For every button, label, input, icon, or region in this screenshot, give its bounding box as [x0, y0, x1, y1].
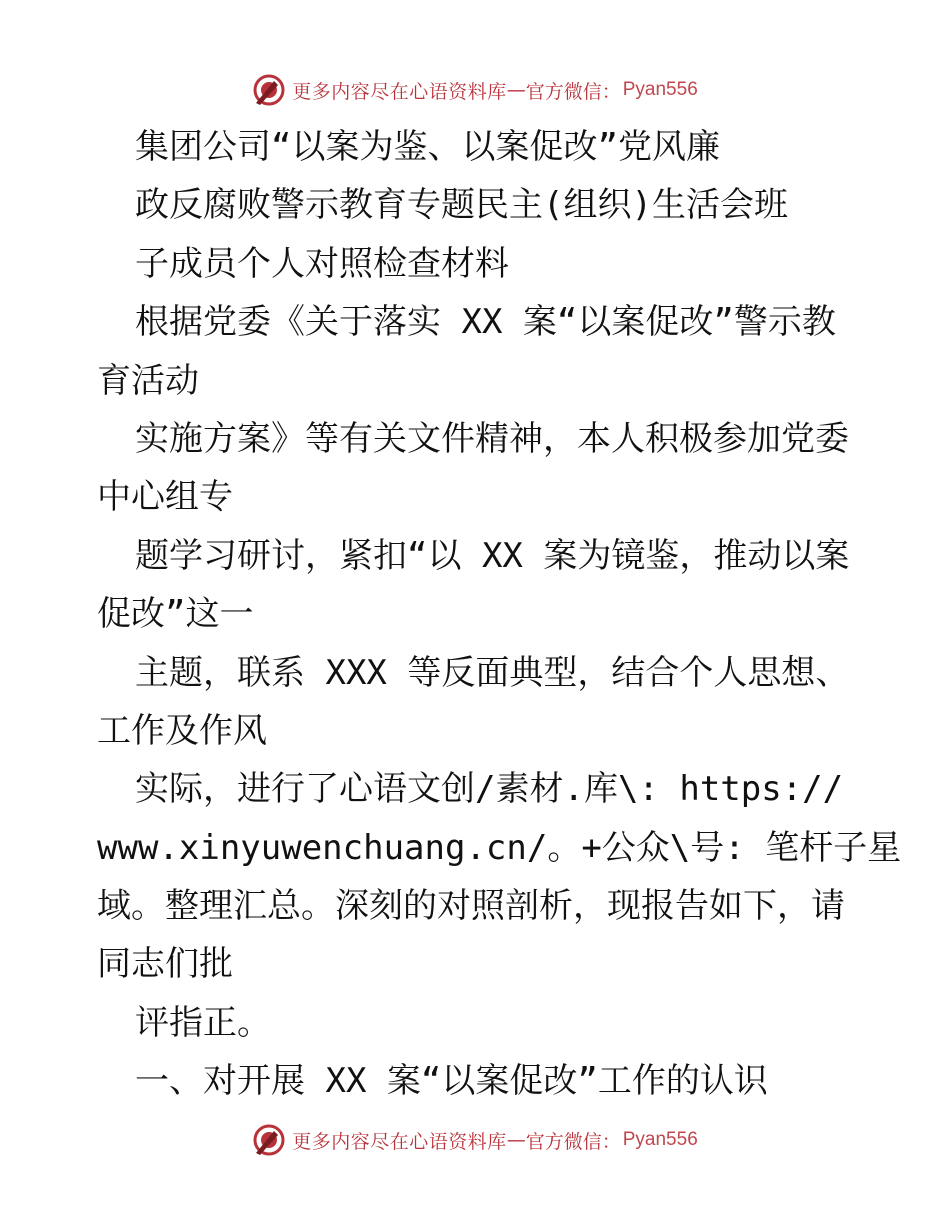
title-line-2: 政反腐败警示教育专题民主(组织)生活会班 [135, 185, 788, 226]
paragraph-line: 促改”这一 [97, 594, 254, 635]
watermark-separator: — [506, 79, 526, 101]
title-line-1: 集团公司“以案为鉴、以案促改”党风廉 [135, 127, 720, 167]
document-body [97, 118, 902, 1111]
seal-pen-icon [252, 73, 286, 107]
paragraph-line: 实际，进行了心语文创/素材.库\: https:// [135, 769, 844, 810]
watermark-separator: — [506, 1129, 526, 1151]
paragraph-line: 工作及作风 [97, 710, 267, 751]
paragraph-line: 根据党委《关于落实 XX 案“以案促改”警示教 [135, 302, 836, 343]
paragraph-line: 题学习研讨，紧扣“以 XX 案为镜鉴，推动以案 [135, 535, 850, 576]
paragraph-line: 域。整理汇总。深刻的对照剖析，现报告如下，请 [97, 886, 845, 927]
watermark-brand: 更多内容尽在心语资料库 [292, 80, 507, 103]
watermark-wechat-id: Pyan556 [622, 1129, 698, 1150]
paragraph-line: 实施方案》等有关文件精神，本人积极参加党委 [135, 418, 849, 459]
watermark-brand: 更多内容尽在心语资料库 [292, 1130, 507, 1153]
paragraph-line: 主题，联系 XXX 等反面典型，结合个人思想、 [135, 652, 850, 693]
watermark-wechat-label: 官方微信： [525, 80, 621, 103]
title-line-3: 子成员个人对照检查材料 [135, 243, 509, 284]
paragraph-line: 中心组专 [97, 477, 233, 518]
watermark-wechat-id: Pyan556 [622, 79, 698, 100]
footer-watermark [0, 1120, 950, 1160]
paragraph-line: 育活动 [97, 360, 199, 401]
paragraph-line: 同志们批 [97, 944, 233, 985]
watermark-wechat-label: 官方微信： [525, 1130, 621, 1153]
paragraph-line: www.xinyuwenchuang.cn/。+公众\号: 笔杆子星 [97, 827, 902, 868]
header-watermark [0, 70, 950, 110]
paragraph-line: 评指正。 [135, 1002, 271, 1043]
section-heading: 一、对开展 XX 案“以案促改”工作的认识 [135, 1061, 768, 1102]
seal-pen-icon [252, 1123, 286, 1157]
